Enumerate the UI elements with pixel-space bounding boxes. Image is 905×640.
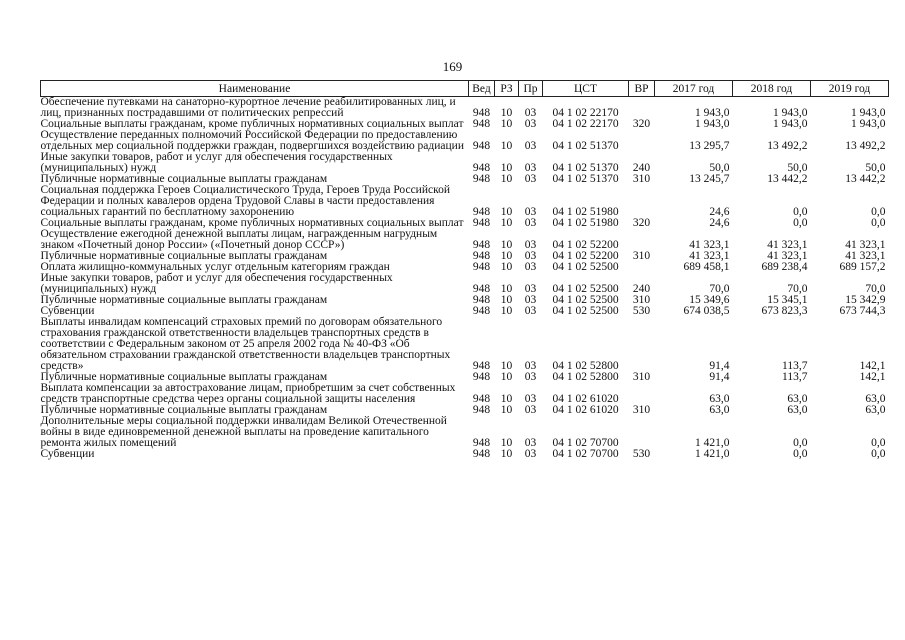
table-body	[41, 97, 889, 461]
row-rz: 10	[500, 107, 513, 119]
row-vr	[629, 383, 655, 405]
row-name: Обеспечение путевками на санаторно-курортное лечение реабилитированных лиц, и лиц, признанных пострадавшими от политических репрессий	[40, 96, 456, 119]
row-pr: 03	[524, 162, 537, 174]
row-name: Субвенции	[40, 448, 95, 460]
row-value-2019: 13 442,2	[845, 173, 886, 185]
row-value-2018: 673 823,3	[761, 305, 808, 317]
row-vr	[629, 130, 655, 152]
row-pr: 03	[524, 371, 537, 383]
row-name: Субвенции	[40, 305, 95, 317]
row-name: Публичные нормативные социальные выплаты гражданам	[40, 250, 328, 262]
row-cst: 04 1 02 70700	[552, 437, 619, 449]
header-ved: Вед	[469, 81, 495, 97]
row-ved: 948	[472, 107, 491, 119]
row-value-2018: 113,7	[782, 371, 808, 383]
row-ved: 948	[472, 283, 491, 295]
row-vr: 320	[632, 118, 651, 130]
row-ved: 948	[472, 305, 491, 317]
row-pr: 03	[524, 448, 537, 460]
row-pr: 03	[524, 250, 537, 262]
row-cst: 04 1 02 70700	[552, 448, 619, 460]
row-ved: 948	[472, 294, 491, 306]
row-ved: 948	[472, 140, 491, 152]
row-value-2018: 63,0	[787, 404, 808, 416]
row-value-2017: 24,6	[709, 206, 730, 218]
row-value-2018: 113,7	[782, 360, 808, 372]
row-pr: 03	[524, 437, 537, 449]
row-name: Социальная поддержка Героев Социалистического Труда, Героев Труда Российской Федерации и полных кавалеров ордена Трудовой Славы в части предоставления социальных гарантий по бесплатному захоронению	[40, 184, 450, 218]
header-rz: РЗ	[495, 81, 519, 97]
row-rz: 10	[500, 404, 513, 416]
row-value-2018: 63,0	[787, 393, 808, 405]
row-value-2019: 70,0	[865, 283, 886, 295]
row-pr: 03	[524, 118, 537, 130]
row-value-2019: 63,0	[865, 393, 886, 405]
row-value-2018: 70,0	[787, 283, 808, 295]
row-value-2017: 1 943,0	[695, 107, 730, 119]
row-ved: 948	[472, 173, 491, 185]
row-ved: 948	[472, 404, 491, 416]
row-cst: 04 1 02 61020	[552, 393, 619, 405]
row-pr: 03	[524, 283, 537, 295]
row-vr: 310	[632, 404, 651, 416]
row-value-2017: 13 245,7	[689, 173, 730, 185]
row-rz: 10	[500, 371, 513, 383]
row-value-2017: 91,4	[709, 360, 730, 372]
row-value-2019: 15 342,9	[845, 294, 886, 306]
row-rz: 10	[500, 118, 513, 130]
row-pr: 03	[524, 206, 537, 218]
header-2018: 2018 год	[733, 81, 811, 97]
page-number: 169	[442, 59, 463, 74]
row-name: Публичные нормативные социальные выплаты гражданам	[40, 294, 328, 306]
row-value-2017: 70,0	[709, 283, 730, 295]
table-row	[41, 152, 889, 174]
row-rz: 10	[500, 393, 513, 405]
row-vr	[629, 262, 655, 273]
row-value-2018: 50,0	[787, 162, 808, 174]
row-value-2017: 24,6	[709, 217, 730, 229]
row-pr: 03	[524, 404, 537, 416]
row-pr: 03	[524, 261, 537, 273]
row-cst: 04 1 02 61020	[552, 404, 619, 416]
header-vr: ВР	[629, 81, 655, 97]
row-value-2018: 0,0	[793, 217, 808, 229]
row-vr	[629, 317, 655, 372]
row-value-2017: 15 349,6	[689, 294, 730, 306]
row-name: Иные закупки товаров, работ и услуг для обеспечения государственных (муниципальных) нужд	[40, 151, 393, 174]
row-vr: 240	[632, 162, 651, 174]
row-value-2017: 41 323,1	[689, 250, 730, 262]
row-ved: 948	[472, 437, 491, 449]
header-name: Наименование	[41, 81, 469, 97]
row-rz: 10	[500, 437, 513, 449]
budget-table	[40, 80, 889, 460]
row-vr: 240	[632, 283, 651, 295]
row-cst: 04 1 02 51980	[552, 206, 619, 218]
row-vr: 310	[632, 294, 651, 306]
row-value-2017: 91,4	[709, 371, 730, 383]
row-ved: 948	[472, 239, 491, 251]
row-vr: 530	[632, 448, 651, 460]
row-ved: 948	[472, 261, 491, 273]
row-value-2019: 41 323,1	[845, 239, 886, 251]
row-value-2017: 50,0	[709, 162, 730, 174]
row-value-2018: 1 943,0	[773, 118, 808, 130]
header-pr: Пр	[519, 81, 543, 97]
table-row	[41, 317, 889, 372]
row-name: Выплата компенсации за автострахование лицам, приобретшим за счет собственных средств транспортные средства через органы социальной защиты населения	[40, 382, 456, 405]
row-cst: 04 1 02 52200	[552, 250, 619, 262]
header-cst: ЦСТ	[543, 81, 629, 97]
row-pr: 03	[524, 294, 537, 306]
row-ved: 948	[472, 250, 491, 262]
row-value-2019: 0,0	[871, 437, 886, 449]
row-rz: 10	[500, 261, 513, 273]
row-value-2018: 1 943,0	[773, 107, 808, 119]
row-cst: 04 1 02 52500	[552, 261, 619, 273]
table-row	[41, 97, 889, 120]
row-value-2018: 13 442,2	[767, 173, 808, 185]
row-cst: 04 1 02 51370	[552, 162, 619, 174]
row-ved: 948	[472, 393, 491, 405]
row-value-2017: 13 295,7	[689, 140, 730, 152]
row-value-2018: 0,0	[793, 206, 808, 218]
row-cst: 04 1 02 22170	[552, 118, 619, 130]
row-name: Социальные выплаты гражданам, кроме публичных нормативных социальных выплат	[40, 118, 464, 130]
row-rz: 10	[500, 239, 513, 251]
row-cst: 04 1 02 52500	[552, 283, 619, 295]
row-vr: 320	[632, 217, 651, 229]
row-value-2017: 63,0	[709, 393, 730, 405]
row-value-2018: 15 345,1	[767, 294, 808, 306]
row-cst: 04 1 02 51370	[552, 140, 619, 152]
row-name: Публичные нормативные социальные выплаты гражданам	[40, 404, 328, 416]
row-name: Иные закупки товаров, работ и услуг для обеспечения государственных (муниципальных) нужд	[40, 272, 393, 295]
row-name: Осуществление ежегодной денежной выплаты лицам, награжденным нагрудным знаком «Почетный донор России» («Почетный донор СССР»)	[40, 228, 438, 251]
row-value-2019: 0,0	[871, 206, 886, 218]
row-value-2018: 0,0	[793, 448, 808, 460]
row-name: Публичные нормативные социальные выплаты гражданам	[40, 371, 328, 383]
table-row	[41, 449, 889, 460]
row-value-2018: 689 238,4	[761, 261, 808, 273]
table-row	[41, 383, 889, 405]
row-value-2019: 1 943,0	[851, 107, 886, 119]
row-value-2017: 674 038,5	[683, 305, 730, 317]
row-name: Публичные нормативные социальные выплаты гражданам	[40, 173, 328, 185]
table-row	[41, 416, 889, 449]
row-name: Оплата жилищно-коммунальных услуг отдельным категориям граждан	[40, 261, 390, 273]
row-value-2019: 41 323,1	[845, 250, 886, 262]
row-value-2017: 63,0	[709, 404, 730, 416]
row-rz: 10	[500, 162, 513, 174]
row-vr	[629, 185, 655, 218]
header-2019: 2019 год	[811, 81, 889, 97]
row-rz: 10	[500, 305, 513, 317]
row-ved: 948	[472, 206, 491, 218]
row-rz: 10	[500, 283, 513, 295]
row-ved: 948	[472, 162, 491, 174]
row-value-2019: 689 157,2	[839, 261, 886, 273]
row-value-2018: 41 323,1	[767, 239, 808, 251]
row-vr: 310	[632, 173, 651, 185]
row-value-2018: 0,0	[793, 437, 808, 449]
row-rz: 10	[500, 250, 513, 262]
row-cst: 04 1 02 52500	[552, 294, 619, 306]
row-cst: 04 1 02 22170	[552, 107, 619, 119]
row-ved: 948	[472, 360, 491, 372]
row-value-2017: 689 458,1	[683, 261, 730, 273]
table-row	[41, 185, 889, 218]
row-rz: 10	[500, 140, 513, 152]
row-pr: 03	[524, 305, 537, 317]
row-pr: 03	[524, 393, 537, 405]
row-vr: 530	[632, 305, 651, 317]
row-pr: 03	[524, 107, 537, 119]
row-value-2019: 50,0	[865, 162, 886, 174]
row-ved: 948	[472, 118, 491, 130]
row-value-2019: 142,1	[859, 371, 886, 383]
row-name: Дополнительные меры социальной поддержки инвалидам Великой Отечественной войны в виде единовременной денежной выплаты на проведение капитального ремонта жилых помещений	[40, 415, 447, 449]
row-value-2019: 0,0	[871, 217, 886, 229]
row-vr: 310	[632, 250, 651, 262]
header-2017: 2017 год	[655, 81, 733, 97]
row-cst: 04 1 02 52500	[552, 305, 619, 317]
row-name: Социальные выплаты гражданам, кроме публичных нормативных социальных выплат	[40, 217, 464, 229]
row-value-2019: 63,0	[865, 404, 886, 416]
row-rz: 10	[500, 294, 513, 306]
table-row	[41, 130, 889, 152]
row-cst: 04 1 02 51370	[552, 173, 619, 185]
row-value-2017: 1 421,0	[695, 448, 730, 460]
row-value-2019: 0,0	[871, 448, 886, 460]
row-pr: 03	[524, 140, 537, 152]
table-row	[41, 229, 889, 251]
row-value-2019: 1 943,0	[851, 118, 886, 130]
row-pr: 03	[524, 217, 537, 229]
row-pr: 03	[524, 239, 537, 251]
row-value-2019: 142,1	[859, 360, 886, 372]
row-value-2017: 1 943,0	[695, 118, 730, 130]
row-value-2019: 13 492,2	[845, 140, 886, 152]
row-value-2017: 41 323,1	[689, 239, 730, 251]
row-rz: 10	[500, 217, 513, 229]
row-name: Осуществление переданных полномочий Российской Федерации по предоставлению отдельных мер социальной поддержки граждан, подвергшихся воздействию радиации	[40, 129, 464, 152]
row-value-2017: 1 421,0	[695, 437, 730, 449]
row-rz: 10	[500, 360, 513, 372]
row-cst: 04 1 02 52800	[552, 371, 619, 383]
row-value-2018: 41 323,1	[767, 250, 808, 262]
row-value-2019: 673 744,3	[839, 305, 886, 317]
table-row	[41, 273, 889, 295]
row-rz: 10	[500, 206, 513, 218]
budget-table-container	[40, 80, 888, 460]
row-rz: 10	[500, 448, 513, 460]
row-cst: 04 1 02 52800	[552, 360, 619, 372]
row-ved: 948	[472, 448, 491, 460]
row-value-2018: 13 492,2	[767, 140, 808, 152]
row-cst: 04 1 02 52200	[552, 239, 619, 251]
table-header-row	[41, 81, 889, 97]
row-pr: 03	[524, 360, 537, 372]
row-vr	[629, 229, 655, 251]
row-cst: 04 1 02 51980	[552, 217, 619, 229]
row-rz: 10	[500, 173, 513, 185]
row-ved: 948	[472, 371, 491, 383]
row-pr: 03	[524, 173, 537, 185]
row-vr: 310	[632, 371, 651, 383]
row-vr	[629, 97, 655, 120]
row-name: Выплаты инвалидам компенсаций страховых премий по договорам обязательного страхования гражданской ответственности владельцев транспортных средств в соответствии с Федеральным законом от 25 апреля 2002 года № 40-ФЗ «Об обязательном страховании гражданской ответственности владельцев транспортных средств»	[40, 316, 451, 372]
row-vr	[629, 416, 655, 449]
row-ved: 948	[472, 217, 491, 229]
